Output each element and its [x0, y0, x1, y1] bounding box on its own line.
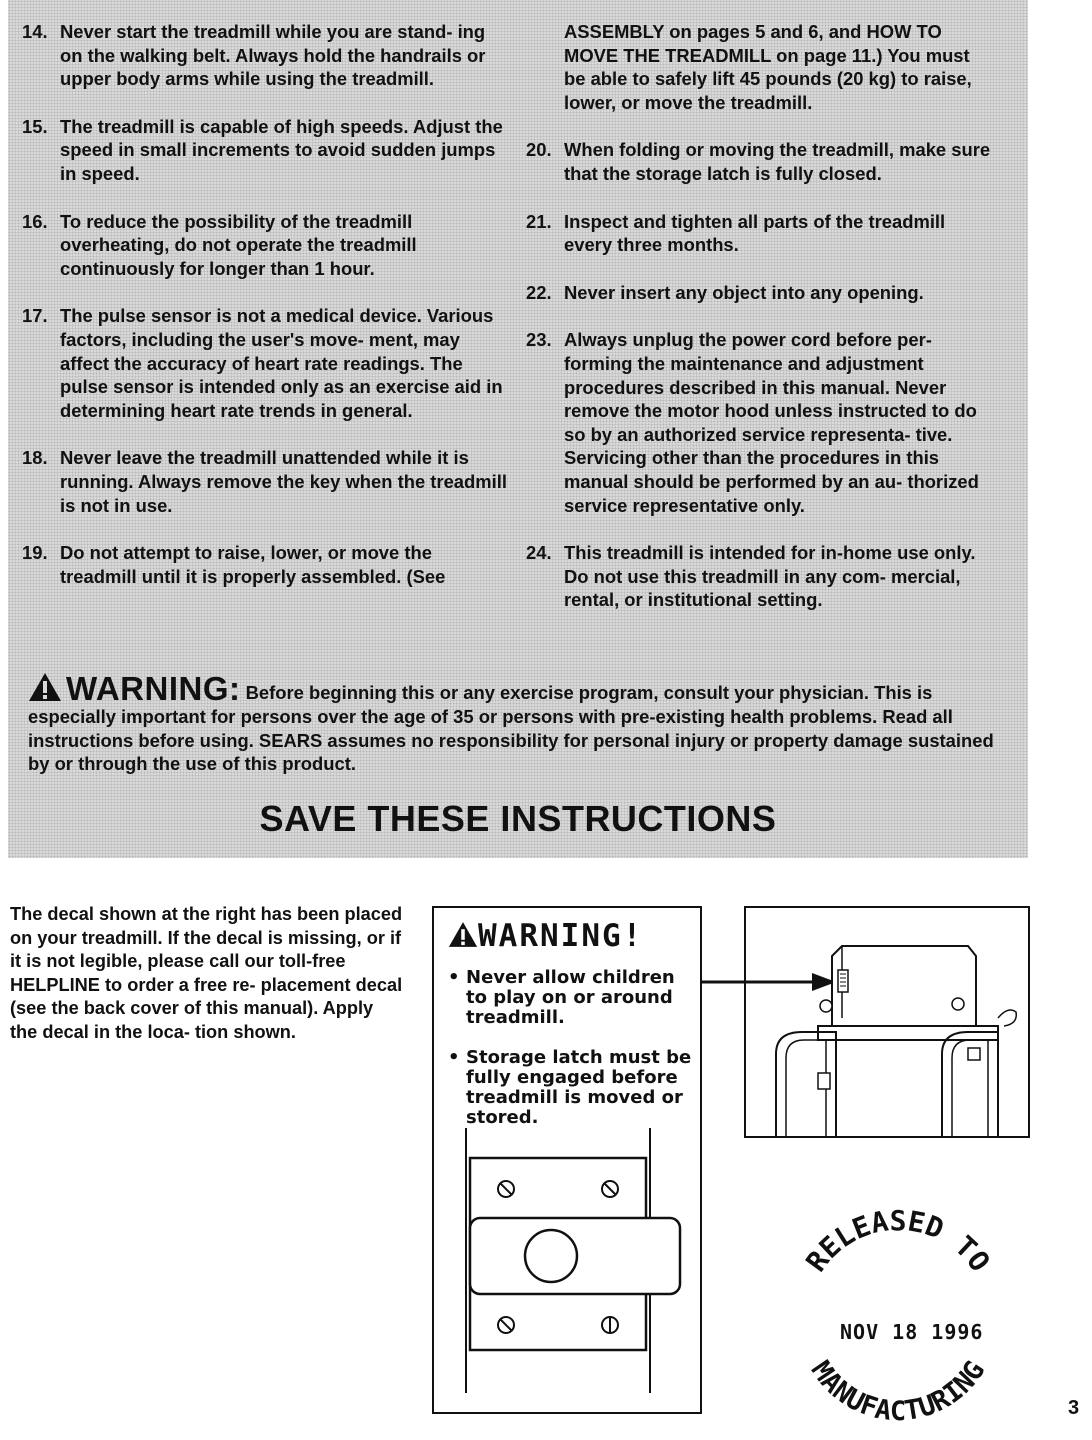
safety-item-19	[22, 541, 512, 588]
stamp-bottom-text	[805, 1356, 992, 1427]
item-text: Do not attempt to raise, lower, or move the treadmill until it is properly assembled. (See	[60, 542, 446, 587]
right-column	[526, 20, 996, 636]
safety-item-15	[22, 115, 512, 186]
safety-item-18	[22, 446, 512, 517]
decal-bullet-children	[448, 968, 694, 1028]
safety-item-17	[22, 304, 512, 422]
item-text: Inspect and tighten all parts of the treadmill every three months.	[564, 210, 946, 256]
item-text: The pulse sensor is not a medical device. Various factors, including the user's move- ment, may affect the accuracy of heart rate readings. The pulse sensor is intended only as an exercise aid in determining heart rate trends in general.	[60, 305, 503, 421]
bullet-text: Storage latch must be fully engaged before treadmill is moved or stored.	[466, 1047, 692, 1128]
safety-item-23	[526, 328, 996, 517]
stamp-bottom-path: MANUFACTURING	[804, 1355, 992, 1427]
item-text: To reduce the possibility of the treadmill overheating, do not operate the treadmill continuously for longer than 1 hour.	[60, 210, 417, 279]
safety-item-14	[22, 20, 512, 91]
decal-description: The decal shown at the right has been placed on your treadmill. If the decal is missing, or if it is not legible, please call our toll-free HELPLINE to order a free re- placement decal (see the back cover of this manual). Apply the decal in the loca- tion shown.	[10, 904, 403, 1042]
item-number: 18.	[22, 447, 48, 469]
item-text: This treadmill is intended for in-home use only. Do not use this treadmill in any com- mercial, rental, or institutional setting.	[564, 542, 976, 611]
safety-item-19-continued	[526, 20, 996, 114]
stamp-date: NOV 18 1996	[840, 1320, 984, 1344]
item-number: 22.	[526, 281, 552, 303]
safety-item-22	[526, 281, 996, 305]
warning-label: WARNING:	[66, 670, 241, 707]
item-text: Never insert any object into any opening.	[564, 281, 924, 303]
item-text: Never start the treadmill while you are stand- ing on the walking belt. Always hold the handrails or upper body arms while using the treadmill.	[60, 21, 486, 90]
bullet-icon: •	[448, 967, 460, 988]
safety-item-16	[22, 210, 512, 281]
warning-triangle-icon	[28, 672, 62, 702]
safety-item-20	[526, 138, 996, 185]
item-number: 14.	[22, 21, 48, 42]
item-number: 17.	[22, 305, 48, 327]
bullet-icon: •	[448, 1047, 460, 1068]
item-number: 19.	[22, 542, 48, 564]
treadmill-decal-location-figure	[744, 906, 1030, 1138]
decal-bullet-latch	[448, 1048, 694, 1128]
warning-text: Before beginning this or any exercise program, consult your physician. This is especially important for persons over the age of 35 or persons with pre-existing health problems. Read all instructions before using. SEARS assumes no responsibility for personal injury or property damage sustained by or through the use of this product.	[28, 682, 994, 775]
item-text: ASSEMBLY on pages 5 and 6, and HOW TO MOVE THE TREADMILL on page 11.) You must be able to safely lift 45 pounds (20 kg) to raise, lower, or move the treadmill.	[564, 21, 972, 113]
safety-item-21	[526, 210, 996, 257]
treadmill-illustration	[746, 908, 1030, 1138]
bullet-text: Never allow children to play on or around treadmill.	[466, 967, 675, 1028]
warning-paragraph	[28, 672, 998, 776]
warning-decal	[432, 906, 702, 1414]
item-number: 23.	[526, 329, 552, 351]
decal-title-row	[448, 918, 643, 954]
item-number: 20.	[526, 139, 552, 161]
item-number: 16.	[22, 210, 48, 232]
safety-item-24	[526, 541, 996, 612]
decal-title: WARNING!	[478, 918, 644, 954]
item-text: Always unplug the power cord before per- forming the maintenance and adjustment procedures described in this manual. Never remove the motor hood unless instructed to do so by an authorized service representa- tive. Servicing other than the procedures in this manual should be performed by an au- thorized service representative only.	[564, 329, 979, 516]
item-number: 21.	[526, 210, 552, 232]
item-number: 24.	[526, 542, 552, 564]
item-number: 15.	[22, 115, 48, 137]
item-text: The treadmill is capable of high speeds. Adjust the speed in small increments to avoid sudden jumps in speed.	[60, 115, 503, 184]
stamp-top-text	[799, 1204, 996, 1278]
page-number: 3	[1068, 1397, 1080, 1419]
warning-triangle-icon	[448, 921, 478, 948]
item-text: Never leave the treadmill unattended while it is running. Always remove the key when the treadmill is not in use.	[60, 447, 507, 516]
stamp-top-path: RELEASED TO	[799, 1204, 997, 1278]
item-text: When folding or moving the treadmill, make sure that the storage latch is fully closed.	[564, 139, 991, 184]
storage-latch-illustration	[458, 1128, 688, 1398]
save-instructions-heading: SAVE THESE INSTRUCTIONS	[259, 798, 777, 839]
left-column	[22, 20, 512, 612]
